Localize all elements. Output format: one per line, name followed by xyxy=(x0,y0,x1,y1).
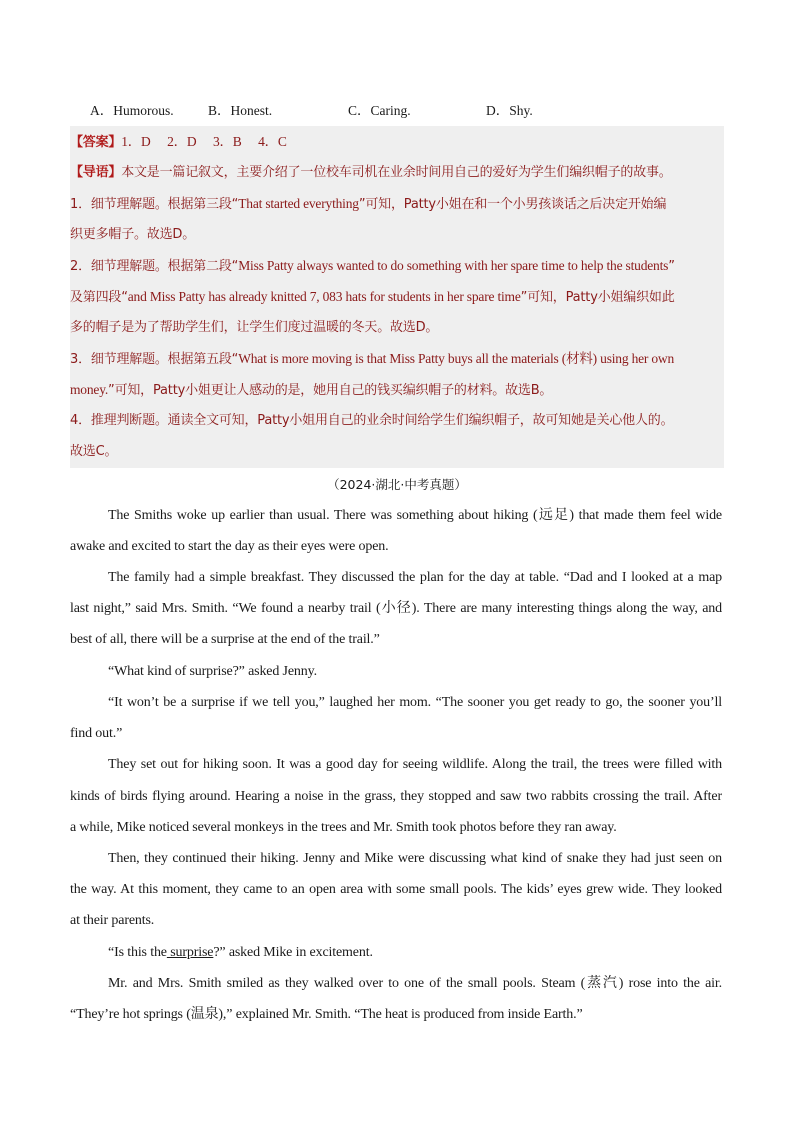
q3-text-b: ”可知，Patty小姐更让人感动的是，她用自己的钱买编织帽子的材料。故选B。 xyxy=(108,383,553,398)
passage-p2-line2: last night,” said Mrs. Smith. “We found a nearby trail (小径). There are many interesting things along the way, and xyxy=(70,601,722,616)
explanation-q1-line1 xyxy=(70,188,724,219)
option-a: A．Humorous. xyxy=(90,103,174,118)
q2-text-b: ” xyxy=(668,259,675,274)
passage-p6-line2: the way. At this moment, they came to an open area with some small pools. The kids’ eyes grew wide. They looked xyxy=(70,882,722,897)
passage-p5-line3: a while, Mike noticed several monkeys in the trees and Mr. Smith took photos before they ran away. xyxy=(70,820,617,835)
explanation-q2-line2 xyxy=(70,281,724,312)
question-options xyxy=(90,100,730,122)
passage-p7-line1 xyxy=(70,941,722,965)
passage-p1-line2: awake and excited to start the day as their eyes were open. xyxy=(70,539,389,554)
p7-text-b: ?” asked Mike in excitement. xyxy=(213,945,373,960)
passage-p8-line2: “They’re hot springs (温泉),” explained Mr. Smith. “The heat is produced from inside Earth.” xyxy=(70,1007,583,1022)
explanation-q2-line3 xyxy=(70,312,724,343)
q4-text-a: 4．推理判断题。通读全文可知，Patty小姐用自己的业余时间给学生们编织帽子，故可知她是关心他人的。 xyxy=(70,413,674,428)
explanation-q3-line1 xyxy=(70,343,724,374)
q4-text-b: 故选C。 xyxy=(70,444,118,459)
passage-p5-line2: kinds of birds flying around. Hearing a noise in the grass, they stopped and saw two rabbits crossing the trail. After xyxy=(70,789,722,804)
source-label: （2024·湖北·中考真题） xyxy=(327,477,467,492)
q2-text-d: ”可知，Patty小姐编织如此 xyxy=(520,290,675,305)
passage-p2-line3: best of all, there will be a surprise at the end of the trail.” xyxy=(70,632,380,647)
answer-explanation-box xyxy=(70,126,724,468)
answer-line xyxy=(70,126,724,157)
q2-text-a: 2．细节理解题。根据第二段“ xyxy=(70,259,239,274)
explanation-q2-line1 xyxy=(70,250,724,281)
passage-p1-line1: The Smiths woke up earlier than usual. There was something about hiking (远足) that made them feel wide xyxy=(108,508,722,523)
passage-p3-line1: “What kind of surprise?” asked Jenny. xyxy=(108,664,317,679)
guide-line xyxy=(70,157,724,188)
q2-text-e: 多的帽子是为了帮助学生们，让学生们度过温暖的冬天。故选D。 xyxy=(70,320,439,335)
option-b: B．Honest. xyxy=(208,103,273,118)
underlined-surprise: surprise xyxy=(166,945,214,960)
explanation-q1-line2 xyxy=(70,219,724,250)
q3-quote: What is more moving is that Miss Patty buys all the materials (材料) using her own xyxy=(238,351,675,366)
q1-text-c: 织更多帽子。故选D。 xyxy=(70,227,196,242)
p7-text-a: “Is this the xyxy=(108,945,167,960)
q2-text-c: 及第四段“ xyxy=(70,290,128,305)
q3-text-a: 3．细节理解题。根据第五段“ xyxy=(70,352,239,367)
option-d: D．Shy. xyxy=(486,103,533,118)
passage-p6-line1: Then, they continued their hiking. Jenny and Mike were discussing what kind of snake they had just seen on xyxy=(108,851,722,866)
passage-p8-line1: Mr. and Mrs. Smith smiled as they walked over to one of the small pools. Steam (蒸汽) rose into the air. xyxy=(108,976,722,991)
q1-quote: That started everything xyxy=(238,196,359,211)
answer-text: 1．D 2．D 3．B 4．C xyxy=(121,134,287,149)
q1-text-a: 1．细节理解题。根据第三段“ xyxy=(70,197,239,212)
explanation-q3-line2 xyxy=(70,374,724,405)
guide-text: 本文是一篇记叙文，主要介绍了一位校车司机在业余时间用自己的爱好为学生们编织帽子的故事。 xyxy=(121,165,672,180)
q1-text-b: ”可知，Patty小姐在和一个小男孩谈话之后决定开始编 xyxy=(358,197,667,212)
answer-tag: 【答案】 xyxy=(70,135,122,150)
q2-quote-1: Miss Patty always wanted to do something with her spare time to help the students xyxy=(238,258,669,273)
explanation-q4-line2 xyxy=(70,436,724,467)
passage-p4-line2: find out.” xyxy=(70,726,123,741)
passage-p5-line1: They set out for hiking soon. It was a good day for seeing wildlife. Along the trail, the trees were filled with xyxy=(108,757,722,772)
passage-p6-line3: at their parents. xyxy=(70,913,155,928)
passage-p2-line1: The family had a simple breakfast. They discussed the plan for the day at table. “Dad and I looked at a map xyxy=(108,570,722,585)
q2-quote-2: and Miss Patty has already knitted 7, 083 hats for students in her spare time xyxy=(127,289,521,304)
option-c: C．Caring. xyxy=(348,103,411,118)
passage-p4-line1: “It won’t be a surprise if we tell you,” laughed her mom. “The sooner you get ready to go, the sooner you’ll xyxy=(108,695,722,710)
explanation-q4-line1 xyxy=(70,405,724,436)
guide-tag: 【导语】 xyxy=(70,165,122,180)
q3-quote-end: money. xyxy=(70,382,109,397)
